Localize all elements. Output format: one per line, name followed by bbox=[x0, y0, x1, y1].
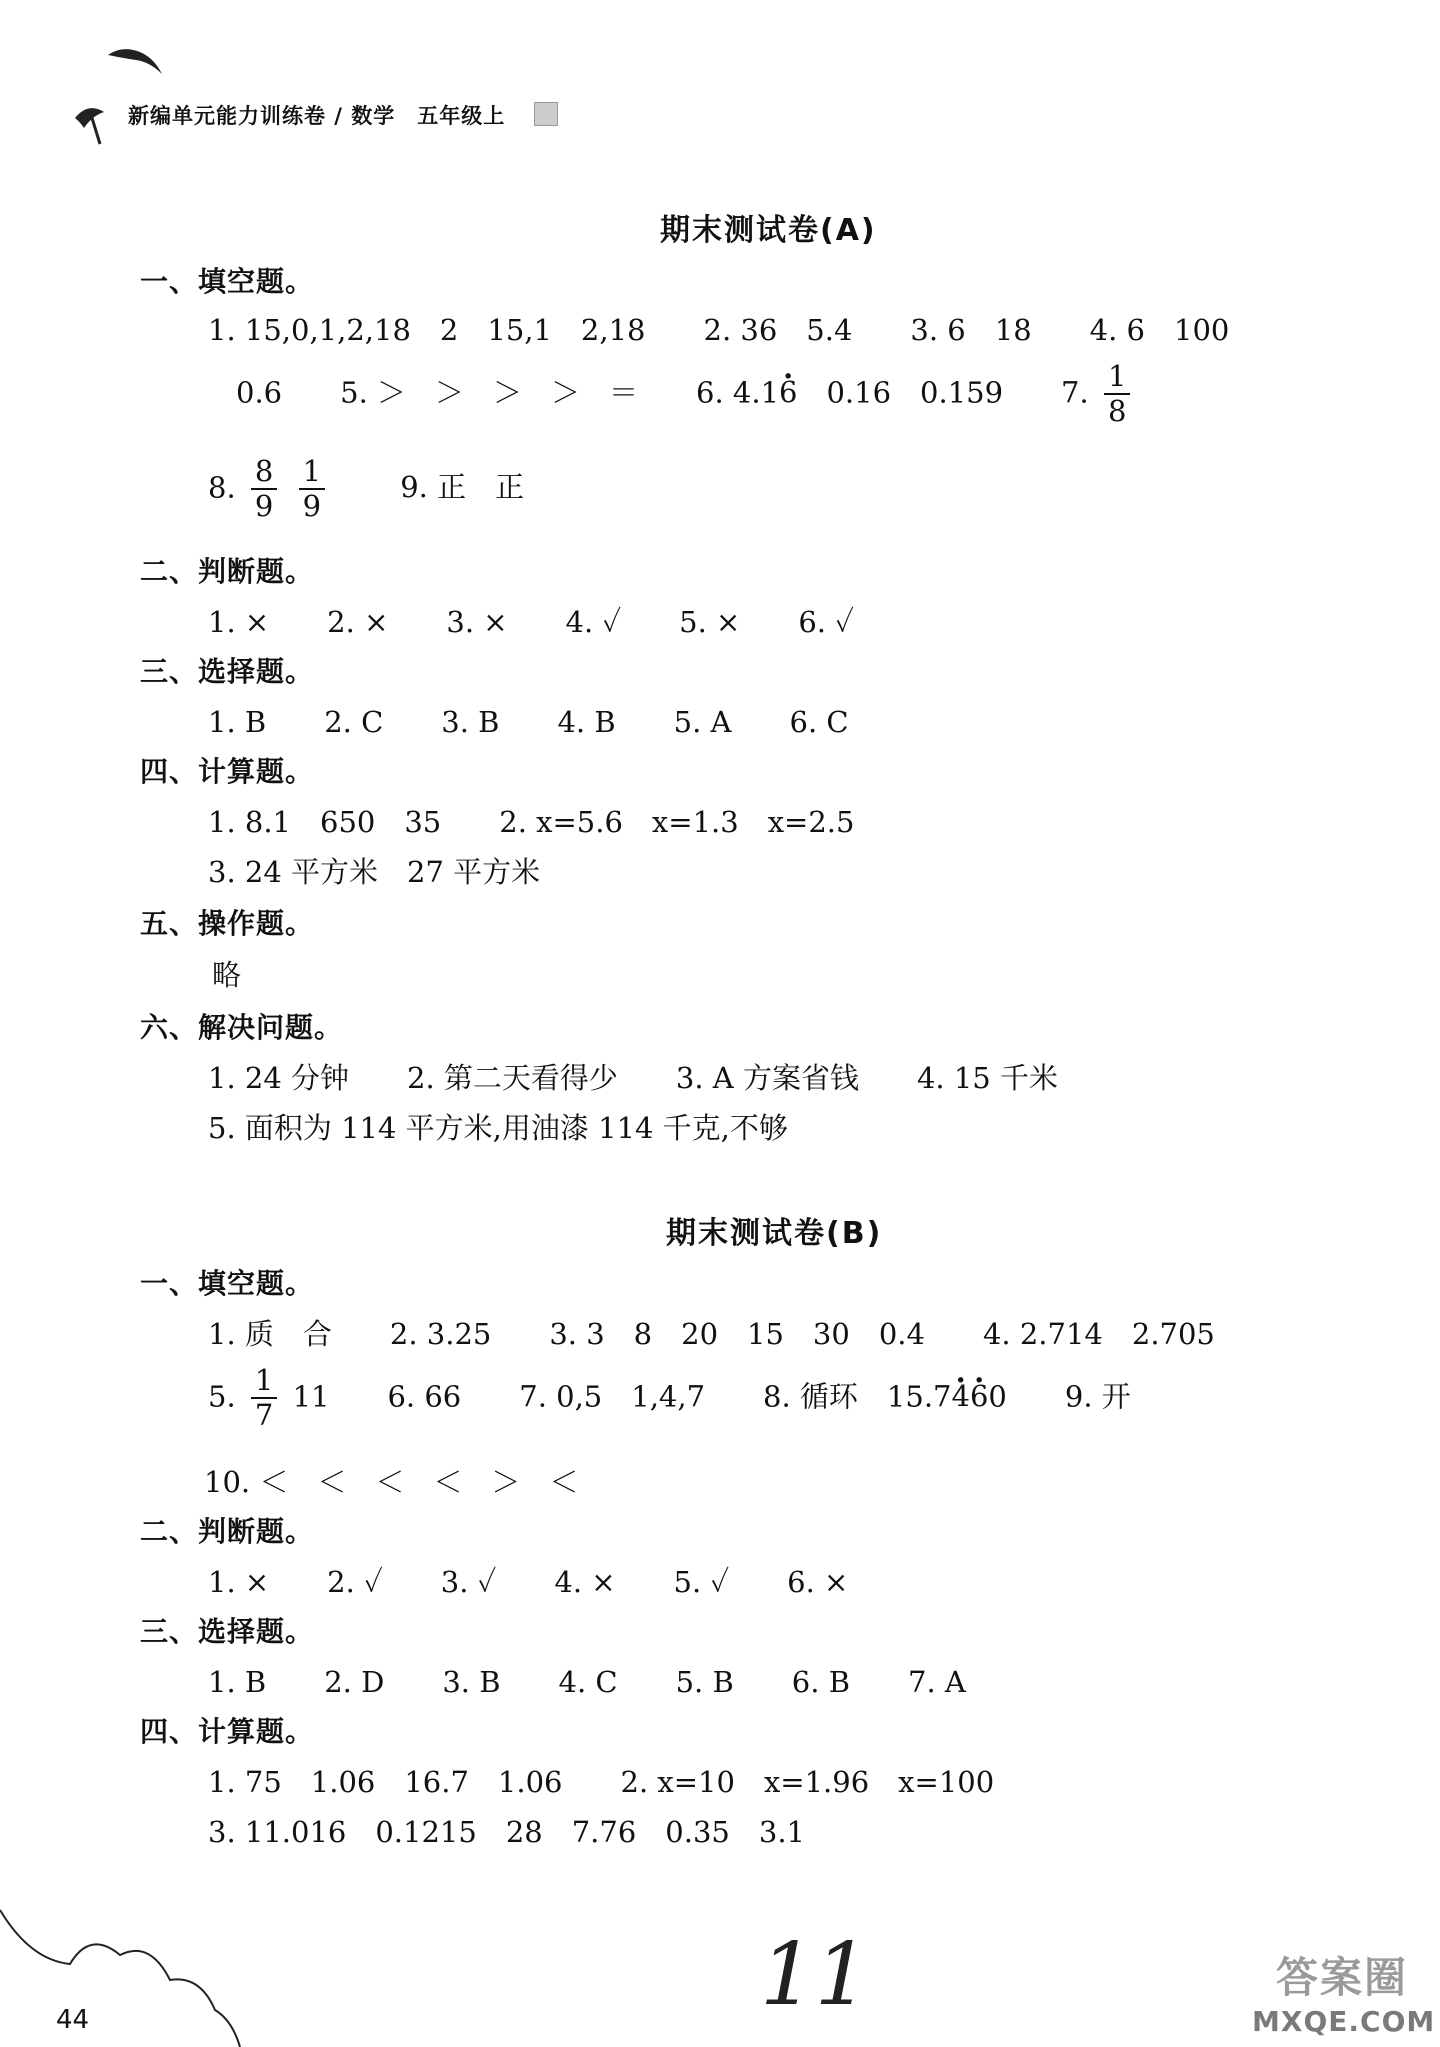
test-b-s4-heading: 四、计算题。 bbox=[140, 1715, 315, 1748]
handwritten-mark: 11 bbox=[760, 1925, 870, 2025]
page-number: 44 bbox=[56, 2005, 90, 2035]
test-a-s5-heading: 五、操作题。 bbox=[140, 907, 315, 940]
test-a-s6-line1: 1. 24 分钟 2. 第二天看得少 3. A 方案省钱 4. 15 千米 bbox=[208, 1061, 1058, 1095]
test-b-s1-line2: 5. $\frac{1}{7}$ 11 6. 66 7. 0,5 1,4,7 8. 循环 15.7· 4· 60 9. 开 bbox=[208, 1364, 1131, 1433]
test-b-s2-heading: 二、判断题。 bbox=[140, 1515, 315, 1548]
test-a-s2-line1: 1. × 2. × 3. × 4. ✓ 5. × 6. ✓ bbox=[208, 605, 854, 639]
test-a-s6-heading: 六、解决问题。 bbox=[140, 1011, 344, 1044]
test-a-s3-line1: 1. B 2. C 3. B 4. B 5. A 6. C bbox=[208, 705, 849, 739]
fraction-q8-2: $\frac{1}{9}$ bbox=[299, 455, 325, 524]
test-a-s4-line2: 3. 24 平方米 27 平方米 bbox=[208, 855, 541, 889]
test-a-s2-heading: 二、判断题。 bbox=[140, 555, 315, 588]
watermark-stamp: 答案圈 MXQE.COM bbox=[1252, 1953, 1436, 2038]
test-b-s4-line1: 1. 75 1.06 16.7 1.06 2. x=10 x=1.96 x=100 bbox=[208, 1765, 995, 1799]
test-a-s3-heading: 三、选择题。 bbox=[140, 655, 315, 688]
repeating-digit-2: · 6 bbox=[970, 1379, 988, 1413]
test-a-s1-line2: 0.6 5. ＞ ＞ ＞ ＞ ＝ 6. 4.1· 6 0.16 0.159 7. $\frac{1}{8}$ bbox=[236, 360, 1136, 429]
test-a-s1-line3: 8. $\frac{8}{9}$ $\frac{1}{9}$ 9. 正 正 bbox=[208, 454, 525, 524]
test-a-s1-line1: 1. 15,0,1,2,18 2 15,1 2,18 2. 36 5.4 3. 6 18 4. 6 100 bbox=[208, 313, 1230, 347]
test-a-s1-heading: 一、填空题。 bbox=[140, 265, 315, 298]
test-a-s5-line1: 略 bbox=[212, 958, 242, 992]
test-b-s4-line2: 3. 11.016 0.1215 28 7.76 0.35 3.1 bbox=[208, 1815, 805, 1849]
bird-icon bbox=[70, 40, 170, 150]
test-b-s3-heading: 三、选择题。 bbox=[140, 1615, 315, 1648]
fraction-q8-1: $\frac{8}{9}$ bbox=[251, 455, 277, 524]
repeating-digit-1: · 4 bbox=[952, 1379, 970, 1413]
test-b-title: 期末测试卷(B) bbox=[666, 1216, 883, 1251]
cloud-decoration bbox=[0, 1900, 260, 2047]
test-b-s1-line3: 10. ＜ ＜ ＜ ＜ ＞ ＜ bbox=[204, 1465, 579, 1499]
fraction-q7: $\frac{1}{8}$ bbox=[1104, 360, 1130, 429]
test-b-s2-line1: 1. × 2. ✓ 3. ✓ 4. × 5. ✓ 6. × bbox=[208, 1565, 849, 1599]
header-badge-icon bbox=[534, 102, 558, 126]
fraction-q5: $\frac{1}{7}$ bbox=[251, 1364, 277, 1433]
test-b-s1-heading: 一、填空题。 bbox=[140, 1267, 315, 1300]
test-b-s1-line1: 1. 质 合 2. 3.25 3. 3 8 20 15 30 0.4 4. 2.714 2.705 bbox=[208, 1317, 1215, 1351]
test-a-title: 期末测试卷(A) bbox=[660, 213, 877, 248]
test-b-s3-line1: 1. B 2. D 3. B 4. C 5. B 6. B 7. A bbox=[208, 1665, 966, 1699]
test-a-s6-line2: 5. 面积为 114 平方米,用油漆 114 千克,不够 bbox=[208, 1111, 788, 1145]
repeating-digit: · 6 bbox=[779, 375, 797, 409]
book-header: 新编单元能力训练卷 / 数学 五年级上 bbox=[128, 104, 506, 128]
test-a-s4-heading: 四、计算题。 bbox=[140, 755, 315, 788]
test-a-s4-line1: 1. 8.1 650 35 2. x=5.6 x=1.3 x=2.5 bbox=[208, 805, 855, 839]
